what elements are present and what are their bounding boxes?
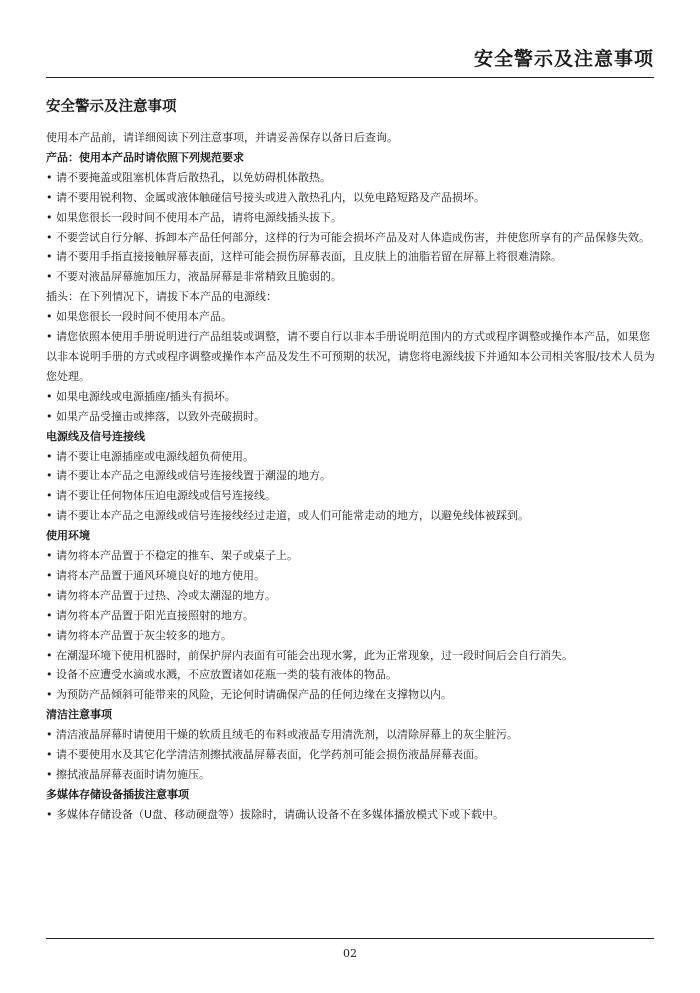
subsection-heading: 使用环境 <box>46 529 90 543</box>
bullet-item: • 请勿将本产品置于过热、冷或太潮湿的地方。 <box>46 588 276 602</box>
subsection-heading: 电源线及信号连接线 <box>46 429 145 443</box>
bullet-item: • 请不要让本产品之电源线或信号连接线置于潮湿的地方。 <box>46 469 331 483</box>
bullet-item: • 清洁液晶屏幕时请使用干燥的软质且绒毛的布料或液晶专用清洗剂，以清除屏幕上的灰尘脏污。 <box>46 728 518 742</box>
bullet-item: • 如果电源线或电源插座/插头有损坏。 <box>46 389 236 403</box>
bullet-item: • 请将本产品置于通风环境良好的地方使用。 <box>46 568 265 582</box>
bullet-item: • 请不要让本产品之电源线或信号连接线经过走道，或人们可能常走动的地方，以避免线体被踩到。 <box>46 509 529 523</box>
bullet-item: • 擦拭液晶屏幕表面时请勿施压。 <box>46 768 210 781</box>
subsection-heading: 产品：使用本产品时请依照下列规范要求 <box>46 150 244 164</box>
page-number: 02 <box>343 947 357 960</box>
bullet-item: • 在潮湿环境下使用机器时，前保护屏内表面有可能会出现水雾，此为正常现象，过一段时间后会自行消失。 <box>46 648 573 662</box>
footer-divider <box>46 938 654 939</box>
bullet-item: • 请不要使用水及其它化学清洁剂擦拭液晶屏幕表面，化学药剂可能会损伤液晶屏幕表面。 <box>46 748 485 762</box>
subsection-heading: 清洁注意事项 <box>46 708 112 722</box>
bullet-item: • 请不要让电源插座或电源线超负荷使用。 <box>46 449 254 463</box>
page-header-title: 安全警示及注意事项 <box>473 48 654 70</box>
bullet-item: • 请不要让任何物体压迫电源线或信号连接线。 <box>46 489 276 503</box>
bullet-item: • 请不要用手指直接接触屏幕表面，这样可能会损伤屏幕表面，且皮肤上的油脂若留在屏幕上将很难清除。 <box>46 250 562 264</box>
bullet-item: • 请不要用锐利物、金属或液体触碰信号接头或进入散热孔内，以免电路短路及产品损坏。 <box>46 190 485 204</box>
bullet-item: • 不要对液晶屏幕施加压力，液晶屏幕是非常精致且脆弱的。 <box>46 270 342 284</box>
bullet-item: • 请勿将本产品置于不稳定的推车、架子或桌子上。 <box>46 549 298 563</box>
header-divider <box>46 77 654 78</box>
bullet-item: • 如果产品受撞击或摔落，以致外壳破损时。 <box>46 409 265 423</box>
section-title: 安全警示及注意事项 <box>46 99 177 115</box>
bullet-item: • 请您依照本使用手册说明进行产品组装或调整，请不要自行以非本手册说明范围内的方式或程序调整或操作本产品，如果您以非本说明手册的方式或程序调整或操作本产品及发生不可预期的状况，请您将电源线拔下并通知本公司相关客服/技术人员为您处理。 <box>46 330 655 383</box>
paragraph-text: 使用本产品前，请详细阅读下列注意事项，并请妥善保存以备日后查询。 <box>46 131 398 144</box>
bullet-item: • 不要尝试自行分解、拆卸本产品任何部分，这样的行为可能会损坏产品及对人体造成伤害，并使您所享有的产品保修失效。 <box>46 230 650 244</box>
bullet-item: • 如果您很长一段时间不使用本产品，请将电源线插头拔下。 <box>46 210 342 224</box>
subsection-heading: 多媒体存储设备插拔注意事项 <box>46 787 189 801</box>
bullet-item: • 设备不应遭受水滴或水溅，不应放置诸如花瓶一类的装有液体的物品。 <box>46 668 397 682</box>
bullet-item: • 请勿将本产品置于阳光直接照射的地方。 <box>46 608 254 622</box>
paragraph-text: 插头：在下列情况下，请拔下本产品的电源线： <box>46 290 277 304</box>
bullet-item: • 请不要掩盖或阻塞机体背后散热孔，以免妨碍机体散热。 <box>46 170 331 184</box>
bullet-item: • 为预防产品倾斜可能带来的风险，无论何时请确保产品的任何边缘在支撑物以内。 <box>46 688 452 702</box>
bullet-item: • 请勿将本产品置于灰尘较多的地方。 <box>46 628 232 642</box>
bullet-item: • 多媒体存储设备（U盘、移动硬盘等）拔除时，请确认设备不在多媒体播放模式下或下载中。 <box>46 807 505 821</box>
document-body <box>46 128 656 825</box>
bullet-item: • 如果您很长一段时间不使用本产品。 <box>46 310 232 324</box>
